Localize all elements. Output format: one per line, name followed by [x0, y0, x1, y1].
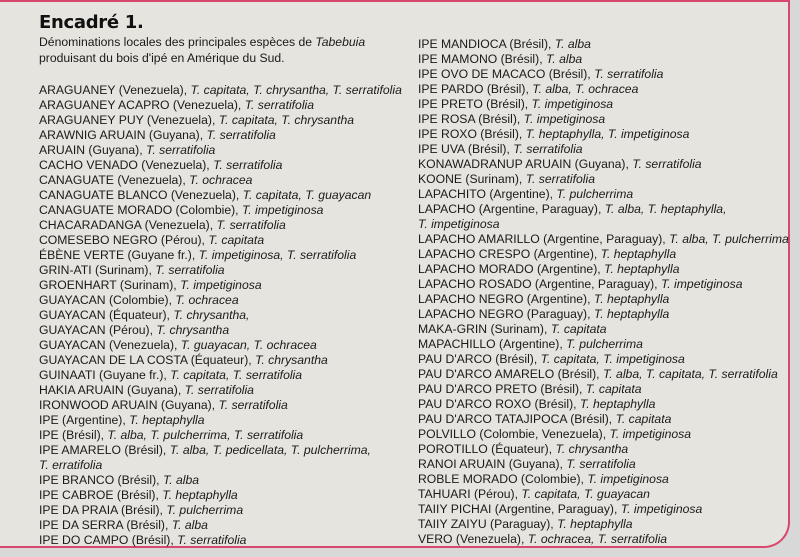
list-item: [418, 82, 789, 97]
species-name: T. impetiginosa: [241, 203, 324, 217]
local-name: GUAYACAN (Pérou),: [39, 323, 157, 337]
species-name: T. heptaphylla: [593, 292, 670, 306]
species-name: T. serratifolia: [218, 398, 288, 412]
species-name: T. serratifolia: [177, 533, 247, 547]
local-name: GRIN-ATI (Surinam),: [39, 263, 156, 277]
list-item: [418, 352, 789, 367]
list-item: [418, 457, 789, 472]
list-item: [39, 413, 402, 428]
species-name: T. pulcherrima: [566, 337, 643, 351]
right-column: [418, 37, 789, 547]
species-name: T. serratifolia: [632, 157, 702, 171]
local-name: PAU D'ARCO PRETO (Brésil),: [418, 382, 586, 396]
local-name: IPE DA PRAIA (Brésil),: [39, 503, 167, 517]
species-name: T. serratifolia: [206, 128, 276, 142]
species-name: T. serratifolia: [244, 98, 315, 112]
local-name: TAIIY ZAIYU (Paraguay),: [418, 517, 558, 531]
species-name: T. capitata, T. chrysantha: [218, 113, 355, 127]
local-name: LAPACHO CRESPO (Argentine),: [418, 247, 601, 261]
list-item: [39, 143, 402, 158]
list-item: [418, 502, 789, 517]
species-name: T. pulcherrima: [166, 503, 244, 517]
species-name: T. capitata: [208, 233, 265, 247]
list-item: [39, 113, 402, 128]
list-item: [39, 473, 402, 488]
list-item: [418, 442, 789, 457]
local-name: GUAYACAN DE LA COSTA (Équateur),: [39, 353, 256, 367]
species-name: T. serratifolia: [184, 383, 254, 397]
species-name: T. chrysantha,: [173, 308, 250, 322]
local-name: GUINAATI (Guyane fr.),: [39, 368, 171, 382]
local-name: GROENHART (Surinam),: [39, 278, 181, 292]
left-column: [39, 83, 402, 548]
list-item: [418, 397, 789, 412]
species-name: T. impetiginosa: [180, 278, 262, 292]
list-item: [39, 443, 402, 458]
species-name: T. chrysantha: [555, 442, 629, 456]
species-name: T. ochracea: [189, 173, 253, 187]
local-name: MAPACHILLO (Argentine),: [418, 337, 567, 351]
local-name: POLVILLO (Colombie, Venezuela),: [418, 427, 610, 441]
species-name: T. alba, T. pulcherrima: [669, 232, 789, 246]
list-item: [39, 98, 402, 113]
species-name: T. alba: [171, 518, 208, 532]
local-name: CANAGUATE (Venezuela),: [39, 173, 190, 187]
local-name: PAU D'ARCO TATAJIPOCA (Brésil),: [418, 412, 616, 426]
species-name: T. impetiginosa: [523, 112, 606, 126]
list-item: [418, 322, 789, 337]
local-name: IPE DA SERRA (Brésil),: [39, 518, 172, 532]
species-name: T. alba, T. capitata, T. serratifolia: [602, 367, 778, 381]
local-name: ARUAIN (Guyana),: [39, 143, 147, 157]
local-name: ARAGUANEY ACAPRO (Venezuela),: [39, 98, 245, 112]
local-name: LAPACHO NEGRO (Argentine),: [418, 292, 594, 306]
species-name: T. capitata, T. chrysantha, T. serratifolia: [190, 83, 402, 97]
local-name: LAPACHO NEGRO (Paraguay),: [418, 307, 594, 321]
local-name: IPE PARDO (Brésil),: [418, 82, 533, 96]
species-name: T. heptaphylla: [557, 517, 633, 531]
local-name: MAKA-GRIN (Surinam),: [418, 322, 551, 336]
intro-genus: Tabebuia: [315, 35, 366, 49]
list-item: [39, 308, 402, 323]
list-item: [418, 412, 789, 427]
list-item: [418, 217, 789, 232]
species-name: T. heptaphylla: [600, 247, 677, 261]
species-name: T. serratifolia: [594, 67, 664, 81]
local-name: VERO (Venezuela),: [418, 532, 528, 546]
species-name: T. serratifolia: [155, 263, 225, 277]
species-name: T. serratifolia: [146, 143, 216, 157]
list-item: [418, 292, 789, 307]
list-item: [418, 382, 789, 397]
local-name: IPE PRETO (Brésil),: [418, 97, 532, 111]
local-name: KOONE (Surinam),: [418, 172, 526, 186]
species-name: T. alba: [545, 52, 583, 66]
local-name: KONAWADRANUP ARUAIN (Guyana),: [418, 157, 633, 171]
local-name: LAPACHITO (Argentine),: [418, 187, 557, 201]
species-name: T. serratifolia: [566, 457, 636, 471]
box-title: Encadré 1.: [39, 12, 144, 33]
list-item: [39, 233, 402, 248]
local-name: LAPACHO MORADO (Argentine),: [418, 262, 605, 276]
local-name: IPE BRANCO (Brésil),: [39, 473, 163, 487]
local-name: IPE OVO DE MACACO (Brésil),: [418, 67, 595, 81]
list-item: [418, 142, 789, 157]
species-name: T. impetiginosa, T. serratifolia: [198, 248, 357, 262]
local-name: IPE AMARELO (Brésil),: [39, 443, 170, 457]
list-item: [39, 83, 402, 98]
local-name: TAIIY PICHAI (Argentine, Paraguay),: [418, 502, 621, 516]
species-name: T. alba, T. pedicellata, T. pulcherrima,: [169, 443, 371, 457]
list-item: [39, 158, 402, 173]
local-name: CANAGUATE MORADO (Colombie),: [39, 203, 242, 217]
species-name: T. impetiginosa: [620, 502, 703, 516]
intro-text: Dénominations locales des principales espèces de: [39, 35, 316, 49]
list-item: [418, 517, 789, 532]
list-item: [418, 337, 789, 352]
species-name: T. chrysantha: [156, 323, 230, 337]
local-name: IPE UVA (Brésil),: [418, 142, 514, 156]
local-name: IRONWOOD ARUAIN (Guyana),: [39, 398, 219, 412]
local-name: PAU D'ARCO ROXO (Brésil),: [418, 397, 580, 411]
local-name: IPE ROSA (Brésil),: [418, 112, 524, 126]
list-item: [418, 127, 789, 142]
species-name: T. alba, T. ochracea: [532, 82, 639, 96]
list-item: [418, 157, 789, 172]
species-name: T. impetiginosa: [418, 217, 500, 231]
list-item: [418, 277, 789, 292]
list-item: [39, 398, 402, 413]
list-item: [39, 263, 402, 278]
local-name: ÉBÈNE VERTE (Guyane fr.),: [39, 248, 199, 262]
list-item: [39, 248, 402, 263]
local-name: LAPACHO (Argentine, Paraguay),: [418, 202, 605, 216]
local-name: IPE DO CAMPO (Brésil),: [39, 533, 178, 547]
local-name: CANAGUATE BLANCO (Venezuela),: [39, 188, 243, 202]
list-item: [39, 218, 402, 233]
local-name: LAPACHO AMARILLO (Argentine, Paraguay),: [418, 232, 670, 246]
list-item: [418, 52, 789, 67]
local-name: TAHUARI (Pérou),: [418, 487, 522, 501]
species-name: T. capitata, T. serratifolia: [170, 368, 303, 382]
local-name: ARAGUANEY PUY (Venezuela),: [39, 113, 219, 127]
list-item: [418, 37, 789, 52]
local-name: GUAYACAN (Colombie),: [39, 293, 176, 307]
local-name: IPE (Brésil),: [39, 428, 108, 442]
species-name: T. guayacan, T. ochracea: [180, 338, 317, 352]
local-name: POROTILLO (Équateur),: [418, 442, 556, 456]
local-name: LAPACHO ROSADO (Argentine, Paraguay),: [418, 277, 661, 291]
local-name: COMESEBO NEGRO (Pérou),: [39, 233, 209, 247]
list-item: [39, 428, 402, 443]
list-item: [39, 188, 402, 203]
local-name: IPE MAMONO (Brésil),: [418, 52, 546, 66]
local-name: PAU D'ARCO AMARELO (Brésil),: [418, 367, 603, 381]
species-name: T. heptaphylla: [604, 262, 680, 276]
local-name: GUAYACAN (Équateur),: [39, 308, 174, 322]
list-item: [39, 368, 402, 383]
list-item: [39, 293, 402, 308]
local-name: CHACARADANGA (Venezuela),: [39, 218, 217, 232]
species-name: T. alba, T. pulcherrima, T. serratifolia: [107, 428, 304, 442]
species-name: T. heptaphylla: [129, 413, 205, 427]
species-name: T. heptaphylla: [579, 397, 656, 411]
list-item: [418, 187, 789, 202]
species-name: T. heptaphylla, T. impetiginosa: [525, 127, 690, 141]
species-name: T. erratifolia: [39, 458, 103, 472]
box-intro: [39, 35, 379, 66]
local-name: IPE MANDIOCA (Brésil),: [418, 37, 555, 51]
list-item: [418, 202, 789, 217]
list-item: [39, 488, 402, 503]
list-item: [418, 367, 789, 382]
species-name: T. serratifolia: [525, 172, 596, 186]
list-item: [418, 427, 789, 442]
species-name: T. impetiginosa: [660, 277, 743, 291]
list-item: [418, 532, 789, 547]
list-item: [418, 112, 789, 127]
species-name: T. capitata, T. guayacan: [521, 487, 650, 501]
species-name: T. heptaphylla: [593, 307, 670, 321]
local-name: IPE (Argentine),: [39, 413, 130, 427]
species-name: T. capitata: [615, 412, 672, 426]
list-item: [39, 323, 402, 338]
species-name: T. heptaphylla: [162, 488, 238, 502]
list-item: [418, 97, 789, 112]
list-item: [418, 232, 789, 247]
species-name: T. capitata: [550, 322, 607, 336]
list-item: [39, 503, 402, 518]
local-name: HAKIA ARUAIN (Guyana),: [39, 383, 185, 397]
local-name: IPE ROXO (Brésil),: [418, 127, 526, 141]
list-item: [39, 338, 402, 353]
list-item: [418, 67, 789, 82]
list-item: [39, 458, 402, 473]
local-name: CACHO VENADO (Venezuela),: [39, 158, 214, 172]
species-name: T. alba, T. heptaphylla,: [604, 202, 727, 216]
species-name: T. ochracea: [175, 293, 239, 307]
species-name: T. alba: [162, 473, 200, 487]
list-item: [418, 247, 789, 262]
list-item: [39, 278, 402, 293]
species-name: T. chrysantha: [255, 353, 328, 367]
species-name: T. capitata: [585, 382, 642, 396]
list-item: [39, 203, 402, 218]
species-name: T. ochracea, T. serratifolia: [527, 532, 668, 546]
list-item: [39, 533, 402, 548]
list-item: [418, 472, 789, 487]
species-name: T. capitata, T. guayacan: [242, 188, 372, 202]
local-name: ARAGUANEY (Venezuela),: [39, 83, 191, 97]
list-item: [418, 307, 789, 322]
local-name: ARAWNIG ARUAIN (Guyana),: [39, 128, 207, 142]
species-name: T. impetiginosa: [609, 427, 692, 441]
list-item: [418, 262, 789, 277]
species-name: T. capitata, T. impetiginosa: [540, 352, 685, 366]
list-item: [39, 383, 402, 398]
local-name: PAU D'ARCO (Brésil),: [418, 352, 541, 366]
species-name: T. impetiginosa: [587, 472, 669, 486]
local-name: IPE CABROE (Brésil),: [39, 488, 163, 502]
list-item: [39, 128, 402, 143]
list-item: [39, 173, 402, 188]
species-name: T. serratifolia: [513, 142, 583, 156]
list-item: [418, 172, 789, 187]
species-name: T. pulcherrima: [556, 187, 634, 201]
species-name: T. alba: [554, 37, 591, 51]
list-item: [39, 353, 402, 368]
species-name: T. serratifolia: [213, 158, 283, 172]
list-item: [39, 518, 402, 533]
list-item: [418, 487, 789, 502]
local-name: RANOI ARUAIN (Guyana),: [418, 457, 567, 471]
intro-text-end: produisant du bois d'ipé en Amérique du Sud.: [39, 50, 285, 65]
species-name: T. impetiginosa: [531, 97, 614, 111]
species-name: T. serratifolia: [216, 218, 286, 232]
local-name: ROBLE MORADO (Colombie),: [418, 472, 588, 486]
local-name: GUAYACAN (Venezuela),: [39, 338, 181, 352]
